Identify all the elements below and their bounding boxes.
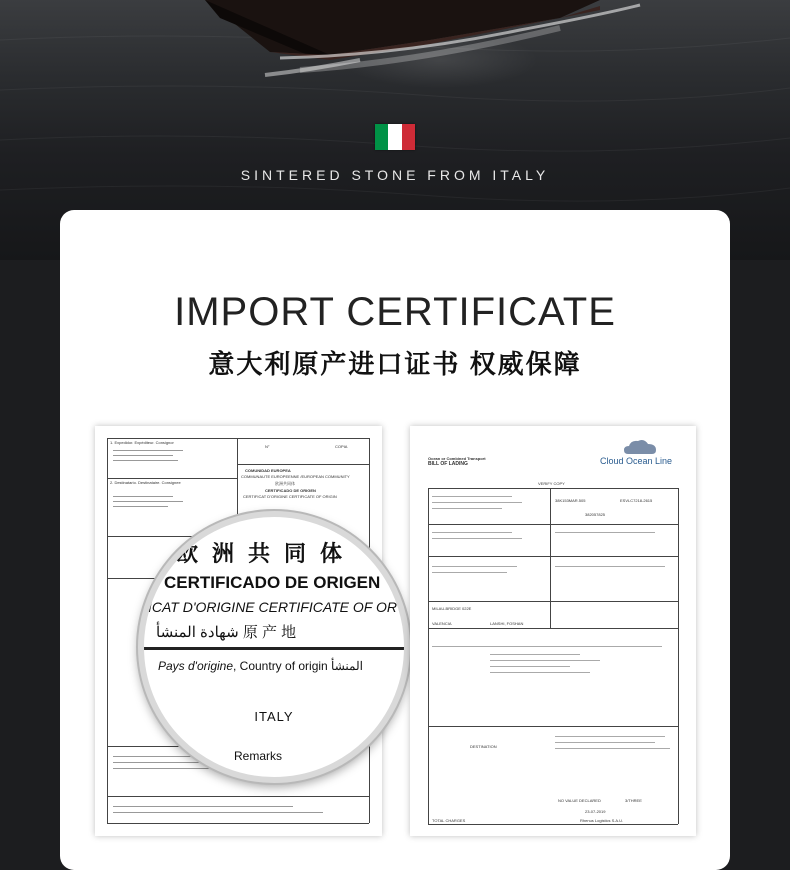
bl-signature: Rhenus Logistics S.A.U. — [580, 818, 624, 823]
bl-reference: 382057825 — [585, 512, 606, 517]
certificate-card — [60, 210, 730, 870]
section-title-en: IMPORT CERTIFICATE — [174, 290, 616, 334]
section-title-cn: 意大利原产进口证书 权威保障 — [208, 349, 582, 379]
copia-label: COPIA — [335, 444, 348, 449]
lens-community-cn: 欧洲共同体 — [176, 541, 357, 566]
bl-doc-number: 38K153MAR.505 — [555, 498, 586, 503]
bl-three: 3/THREE — [625, 798, 642, 803]
magnifier-lens — [138, 511, 410, 783]
verify-copy-label: VERIFY COPY — [538, 481, 565, 486]
bl-title: BILL OF LADING — [428, 461, 468, 467]
community-label: COMUNIDAD EUROPEA — [245, 468, 291, 473]
bl-vessel: MILAU-BRIDGE 022E — [432, 606, 472, 611]
bl-port-discharge: LANSHI, FOSHAN — [490, 621, 524, 626]
bl-heading: Ocean or Combined Transport — [428, 456, 486, 461]
flag-white — [388, 124, 401, 150]
lens-pays-prefix: Pays d'origine — [158, 659, 233, 673]
community-cn-label: 欧洲共同体 — [275, 481, 295, 486]
cloud-logo-icon — [622, 436, 662, 458]
lens-arabic-cn: شهادة المنشأ 原 产 地 — [156, 624, 297, 641]
lens-pays-rest: , Country of origin المنشأ — [233, 659, 363, 673]
bl-port-loading: VALENCIA — [432, 621, 452, 626]
flag-green — [375, 124, 388, 150]
lens-country-value: ITALY — [254, 709, 294, 724]
flag-red — [402, 124, 415, 150]
lens-certificado: CERTIFICADO DE ORIGEN — [164, 573, 381, 592]
community-fr-label: COMMUNAUTE EUROPEENNE /EUROPEAN COMMUNITY — [241, 474, 350, 479]
lens-certificat: ICAT D'ORIGINE CERTIFICATE OF OR — [148, 599, 397, 615]
tagline: SINTERED STONE FROM ITALY — [240, 167, 550, 183]
lens-divider — [144, 647, 404, 650]
cert-number-label: N° — [265, 444, 270, 449]
cert-title-small: CERTIFICADO DE ORIGEN — [265, 488, 316, 493]
cert-sub-small: CERTIFICAT D'ORIGINE CERTIFICATE OF ORIGIN — [243, 494, 337, 499]
bl-no-value: NO VALUE DECLARED — [558, 798, 601, 803]
bl-total-charges: TOTAL CHARGES — [432, 818, 466, 823]
cloud-ocean-logo: Cloud Ocean Line — [600, 456, 673, 466]
lens-remarks: Remarks — [234, 749, 283, 763]
lens-country-label — [144, 659, 410, 673]
bl-destination: DESTINATION — [470, 744, 497, 749]
field-consignor-label: 1. Expedidor. Expéditeur. Consignor — [110, 440, 174, 445]
bill-of-lading-document — [410, 426, 696, 836]
bl-number: ESVLC7218-2615 — [620, 498, 653, 503]
field-consignee-label: 2. Destinatario. Destinataire. Consignee — [110, 480, 181, 485]
italy-flag-icon — [375, 124, 415, 150]
bl-date: 23-07-2019 — [585, 809, 606, 814]
